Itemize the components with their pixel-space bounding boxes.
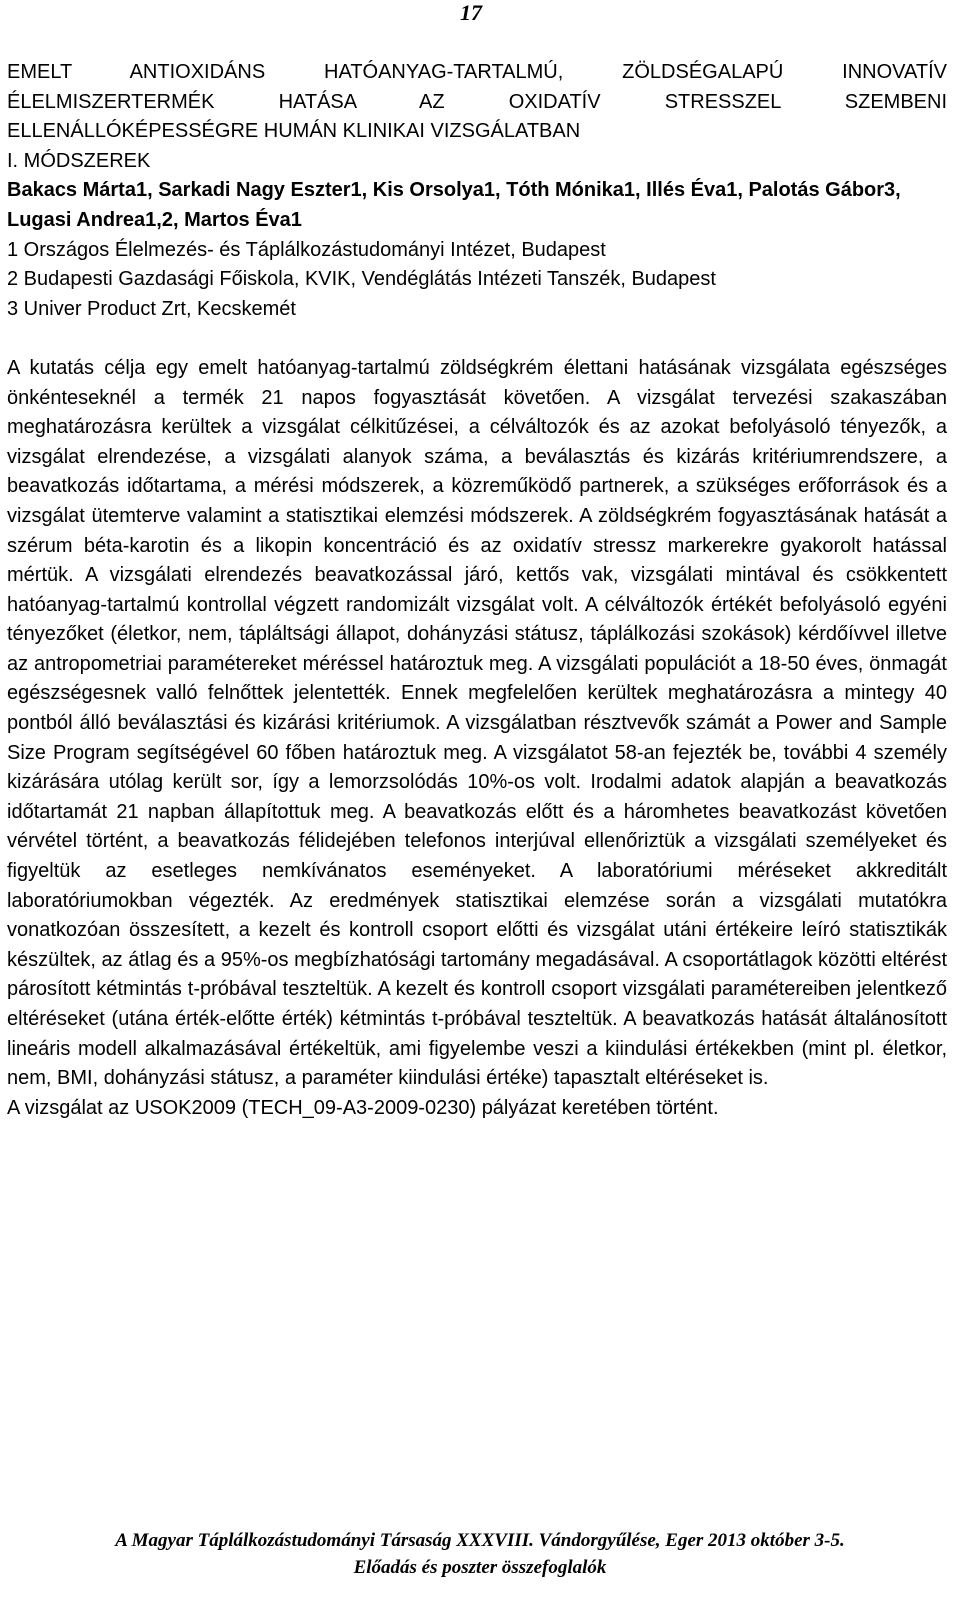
page-number: 17	[460, 0, 482, 25]
section-heading: I. MÓDSZEREK	[7, 149, 151, 172]
title-line: ELLENÁLLÓKÉPESSÉGRE HUMÁN KLINIKAI VIZSGÁLATBAN	[7, 120, 581, 143]
article-title	[7, 58, 947, 147]
footer-conference: A Magyar Táplálkozástudományi Társaság XXXVIII. Vándorgyűlése, Eger 2013 október 3-5.	[115, 1530, 845, 1551]
title-line: ÉLELMISZERTERMÉK HATÁSA AZ OXIDATÍV STRESSZEL SZEMBENI	[7, 90, 947, 113]
page-footer	[0, 1527, 960, 1581]
funding-note: A vizsgálat az USOK2009 (TECH_09-A3-2009-0230) pályázat keretében történt.	[7, 1096, 719, 1119]
footer-subtitle: Előadás és poszter összefoglalók	[353, 1557, 607, 1578]
abstract-text: A kutatás célja egy emelt hatóanyag-tartalmú zöldségkrém élettani hatásának vizsgálata egészséges önkénteseknél a termék 21 napos fogyasztását követően. A vizsgálat tervezési szakaszában meghatározásra kerültek a vizsgálat célkitűzései, a célváltozók és az azokat befolyásoló tényezők, a vizsgálat elrendezése, a vizsgálati alanyok száma, a beválasztás és kizárás kritériumrendszere, a beavatkozás időtartama, a mérési módszerek, a közreműködő partnerek, a szükséges erőforrások és a vizsgálat ütemterve valamint a statisztikai elemzési módszerek. A zöldségkrém fogyasztásának hatását a szérum béta-karotin és a likopin koncentráció és az oxidatív stressz markerekre gyakorolt hatással mértük. A vizsgálati elrendezés beavatkozással járó, kettős vak, vizsgálati mintával és csökkentett hatóanyag-tartalmú kontrollal végzett randomizált vizsgálat volt. A célváltozók értékét befolyásoló egyéni tényezőket (életkor, nem, tápláltsági állapot, dohányzási státusz, táplálkozási szokások) kérdőívvel illetve az antropometriai paramétereket méréssel határoztuk meg. A vizsgálati populációt a 18-50 éves, önmagát egészségesnek valló felnőttek jelentették. Ennek megfelelően kerültek meghatározásra a mintegy 40 pontból álló beválasztási és kizárási kritériumok. A vizsgálatban résztvevők számát a Power and Sample Size Program segítségével 60 főben határoztuk meg. A vizsgálatot 58-an fejezték be, további 4 személy kizárására utólag került sor, így a lemorzsolódás 10%-os volt. Irodalmi adatok alapján a beavatkozás időtartamát 21 napban állapítottuk meg. A beavatkozás előtt és a háromhetes beavatkozást követően vérvétel történt, a beavatkozás félidejében telefonos interjúval ellenőriztük a vizsgálati személyeket és figyeltük az esetleges nemkívánatos eseményeket. A laboratóriumi méréseket akkreditált laboratóriumokban végezték. Az eredmények statisztikai elemzése során a vizsgálati mutatókra vonatkozóan összesített, a kezelt és kontroll csoport előtti és vizsgálat utáni értékeire leíró statisztikák készültek, az átlag és a 95%-os megbízhatósági tartomány megadásával. A csoportátlagok közötti eltérést párosított kétmintás t-próbával teszteltük. A kezelt és kontroll csoport vizsgálati paramétereiben jelentkező eltéréseket (utána érték-előtte érték) kétmintás t-próbával teszteltük. A beavatkozás hatását általánosított lineáris modell alkalmazásával értékeltük, ami figyelembe veszi a kiindulási értékekben (mint pl. életkor, nem, BMI, dohányzási státusz, a paraméter kiindulási értéke) tapasztalt eltéréseket is.	[7, 356, 947, 1090]
affiliation: 3 Univer Product Zrt, Kecskemét	[7, 297, 296, 320]
article-body	[7, 58, 947, 1123]
affiliation: 1 Országos Élelmezés- és Táplálkozástudományi Intézet, Budapest	[7, 238, 606, 261]
title-line: EMELT ANTIOXIDÁNS HATÓANYAG-TARTALMÚ, ZÖLDSÉGALAPÚ INNOVATÍV	[7, 61, 947, 83]
affiliation: 2 Budapesti Gazdasági Főiskola, KVIK, Vendéglátás Intézeti Tanszék, Budapest	[7, 268, 716, 291]
author-list: Bakacs Márta1, Sarkadi Nagy Eszter1, Kis Orsolya1, Tóth Mónika1, Illés Éva1, Palotás Gábor3, Lugasi Andrea1,2, Martos Éva1	[7, 179, 901, 231]
